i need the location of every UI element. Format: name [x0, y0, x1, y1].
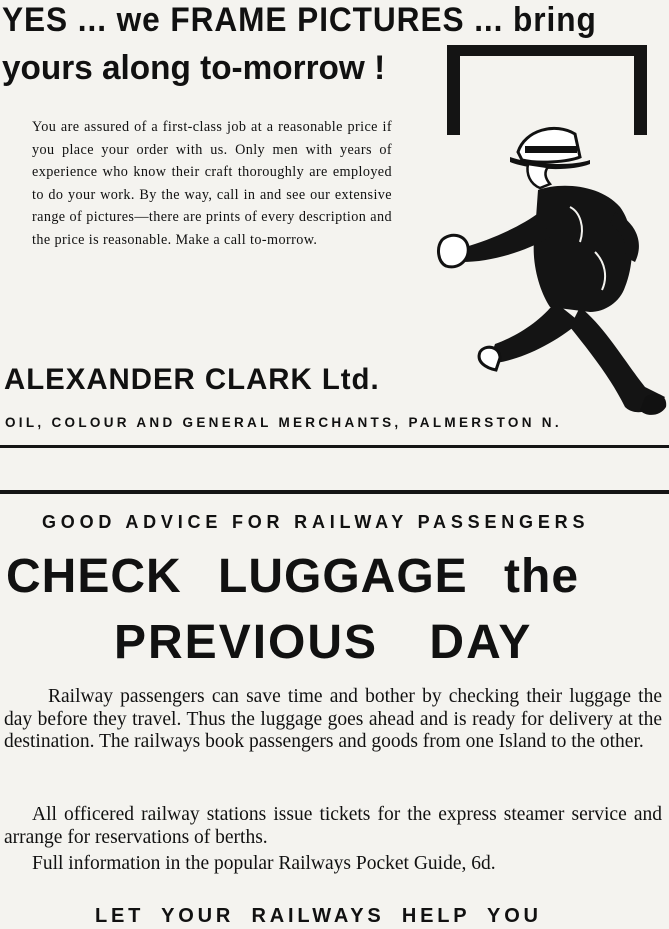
walking-man-illustration: [430, 112, 669, 422]
divider-rule-1: [0, 445, 669, 448]
company-name: ALEXANDER CLARK Ltd.: [4, 363, 380, 396]
frame-ad-body: You are assured of a first-class job at a reasonable price if you place your order with us. Only men with years of experience who know their craft thoroughly are employed to do your work. By the way, call in and see our extensive range of pictures—there are prints of every description and the price is reasonable. Make a call to-morrow.: [32, 119, 392, 248]
railway-ad-slogan: LET YOUR RAILWAYS HELP YOU: [95, 905, 542, 927]
railway-ad-headline-line2: PREVIOUS DAY: [114, 616, 533, 669]
picture-frame-top: [447, 45, 647, 56]
railway-ad-headline-line1: CHECK LUGGAGE the: [6, 550, 580, 603]
railway-ad-paragraph-3: Full information in the popular Railways Pocket Guide, 6d.: [32, 853, 496, 874]
divider-rule-2: [0, 490, 669, 494]
company-tagline: OIL, COLOUR AND GENERAL MERCHANTS, PALMERSTON N.: [5, 415, 562, 430]
frame-ad-headline-line2: yours along to-morrow !: [2, 49, 386, 87]
railway-ad-kicker: GOOD ADVICE FOR RAILWAY PASSENGERS: [42, 512, 590, 532]
railway-ad-paragraph-1: Railway passengers can save time and bother by checking their luggage the day before they travel. Thus the luggage goes ahead and is ready for delivery at the destination. The railways book passengers and goods from one Island to the other.: [4, 686, 662, 752]
frame-ad-headline-line1: YES ... we FRAME PICTURES ... bring: [2, 1, 597, 39]
railway-ad-paragraph-2: All officered railway stations issue tickets for the express steamer service and arrange for reservations of berths.: [4, 804, 662, 848]
